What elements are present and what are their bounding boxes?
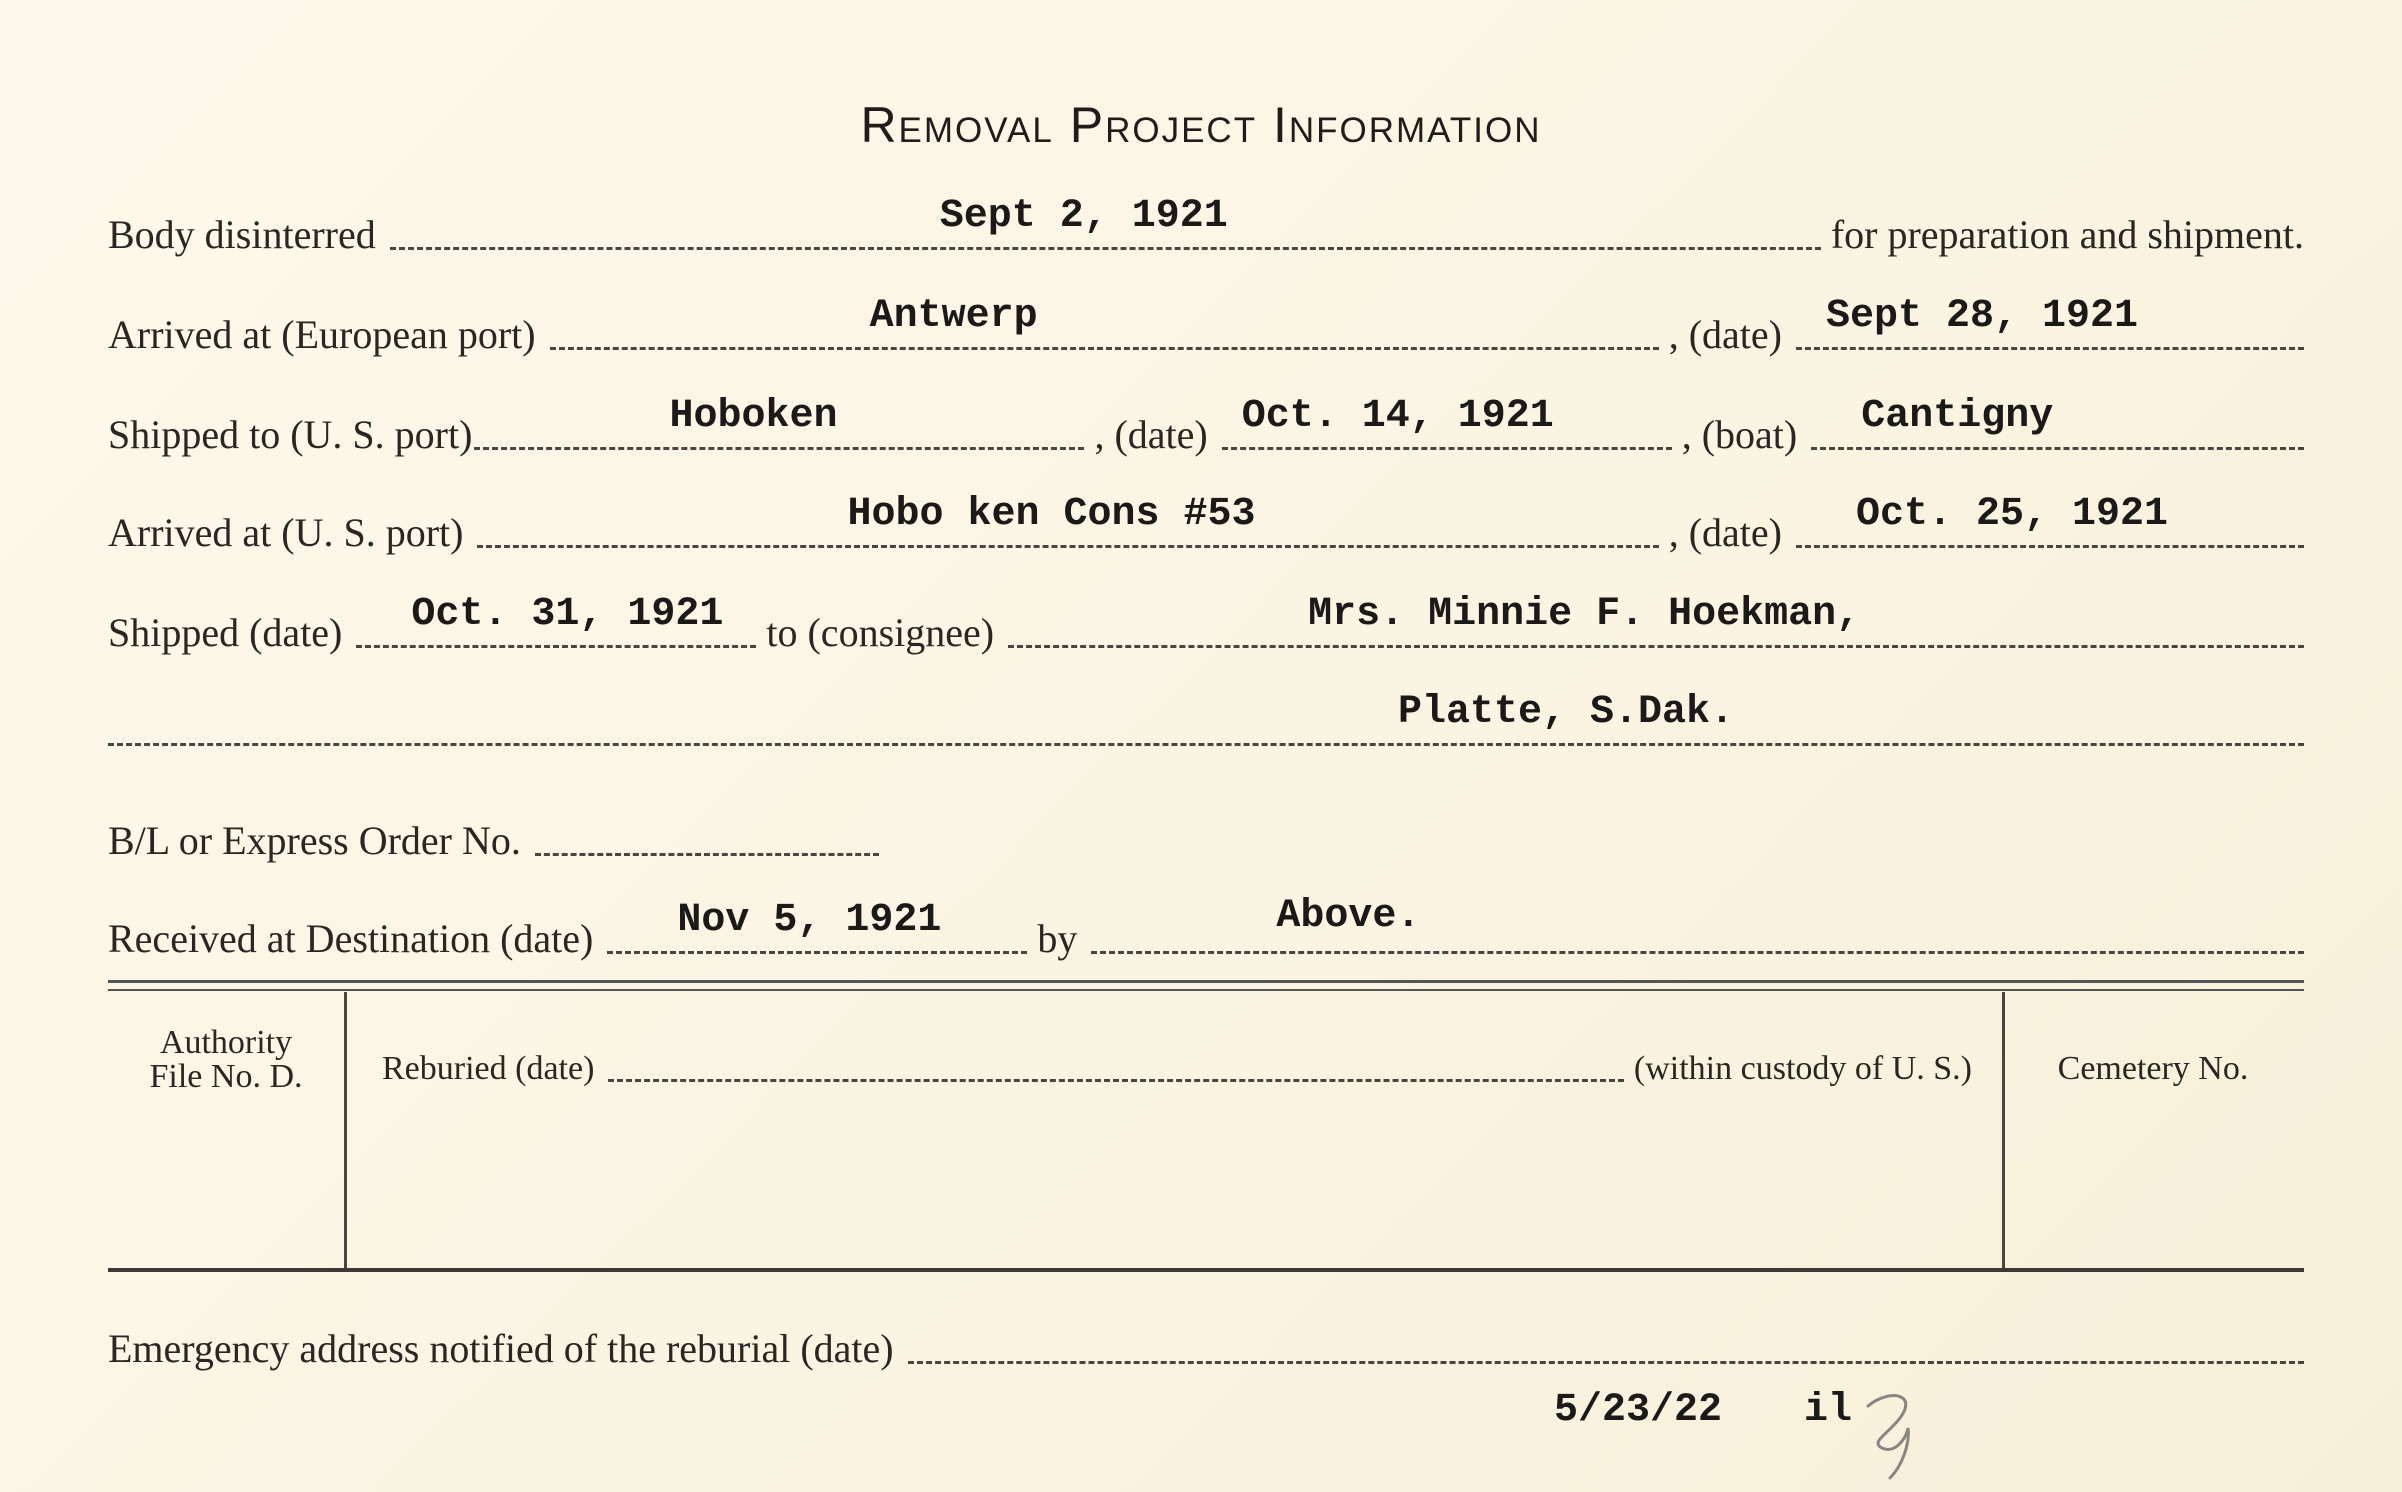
arrived-us-port-field xyxy=(477,491,1658,548)
european-port-field xyxy=(550,293,1659,350)
body-disinterred-field xyxy=(390,193,1821,250)
card-title: Removal Project Information xyxy=(860,97,1542,153)
reburied-field xyxy=(608,1039,1624,1082)
consignee-value: Mrs. Minnie F. Hoekman, xyxy=(1308,592,1861,637)
cemetery-label: Cemetery No. xyxy=(2057,1050,2249,1087)
shipped-date-field xyxy=(356,591,756,648)
row-arrived-european-port xyxy=(108,294,2304,360)
us-port-value: Hoboken xyxy=(669,394,838,439)
bl-order-field xyxy=(535,799,879,856)
shipped-date-value: Oct. 31, 1921 xyxy=(411,592,724,637)
received-date-label: Received at Destination (date) xyxy=(108,916,594,961)
arrived-us-port-date-label: , (date) xyxy=(1668,510,1782,555)
row-shipped-us-port xyxy=(108,394,2304,460)
european-port-label: Arrived at (European port) xyxy=(108,312,536,357)
consignee-field xyxy=(1008,591,2304,648)
reburied-label: Reburied (date) xyxy=(382,1050,595,1087)
arrived-us-port-value: Hobo ken Cons #53 xyxy=(847,492,1256,537)
body-disinterred-value: Sept 2, 1921 xyxy=(939,194,1228,239)
european-port-value: Antwerp xyxy=(869,294,1038,339)
row-body-disinterred xyxy=(108,194,2304,260)
us-port-date-value: Oct. 14, 1921 xyxy=(1241,394,1554,439)
consignee-label: to (consignee) xyxy=(766,610,995,655)
european-port-date-label: , (date) xyxy=(1668,312,1782,357)
emergency-label: Emergency address notified of the reburial (date) xyxy=(108,1326,894,1371)
us-port-label: Shipped to (U. S. port) xyxy=(108,412,473,457)
arrived-us-port-date-field xyxy=(1796,491,2304,548)
reburied-row xyxy=(382,1040,1972,1090)
emergency-field xyxy=(908,1307,2304,1364)
us-port-date-field xyxy=(1222,393,1672,450)
boat-value: Cantigny xyxy=(1861,394,2054,439)
boat-field xyxy=(1811,393,2304,450)
row-consignee-address xyxy=(108,690,2304,756)
row-bl-order xyxy=(108,806,2304,866)
consignee-address-value: Platte, S.Dak. xyxy=(1398,690,1735,735)
custody-label: (within custody of U. S.) xyxy=(1633,1050,1972,1087)
authority-label xyxy=(112,1026,340,1094)
row-received xyxy=(108,894,2304,964)
row-emergency xyxy=(108,1314,2304,1374)
received-date-value: Nov 5, 1921 xyxy=(677,898,942,943)
received-by-field xyxy=(1091,894,2304,954)
received-by-label: by xyxy=(1037,916,1078,961)
authority-label-line2: File No. D. xyxy=(149,1058,303,1095)
column-divider-right xyxy=(2002,992,2005,1268)
consignee-address-field xyxy=(108,689,2304,746)
us-port-date-label: , (date) xyxy=(1094,412,1208,457)
boat-label: , (boat) xyxy=(1681,412,1798,457)
shipped-date-label: Shipped (date) xyxy=(108,610,343,655)
bl-order-label: B/L or Express Order No. xyxy=(108,818,521,863)
row-shipped xyxy=(108,592,2304,658)
us-port-field xyxy=(474,393,1084,450)
footer-stamp-initials: il xyxy=(1804,1388,1853,1433)
received-date-field xyxy=(607,897,1027,954)
column-divider-left xyxy=(344,992,347,1268)
handwritten-initial-mark xyxy=(1860,1384,1930,1484)
body-disinterred-suffix: for preparation and shipment. xyxy=(1830,212,2304,257)
body-disinterred-label: Body disinterred xyxy=(108,212,376,257)
section-bottom-rule xyxy=(108,1268,2304,1272)
arrived-us-port-label: Arrived at (U. S. port) xyxy=(108,510,464,555)
european-port-date-value: Sept 28, 1921 xyxy=(1826,294,2139,339)
arrived-us-port-date-value: Oct. 25, 1921 xyxy=(1856,492,2169,537)
footer-stamp-date: 5/23/22 xyxy=(1554,1388,1723,1433)
european-port-date-field xyxy=(1796,293,2304,350)
section-divider xyxy=(108,980,2304,991)
authority-label-line1: Authority xyxy=(159,1024,293,1061)
received-by-value: Above. xyxy=(1276,894,1421,939)
row-arrived-us-port xyxy=(108,492,2304,558)
